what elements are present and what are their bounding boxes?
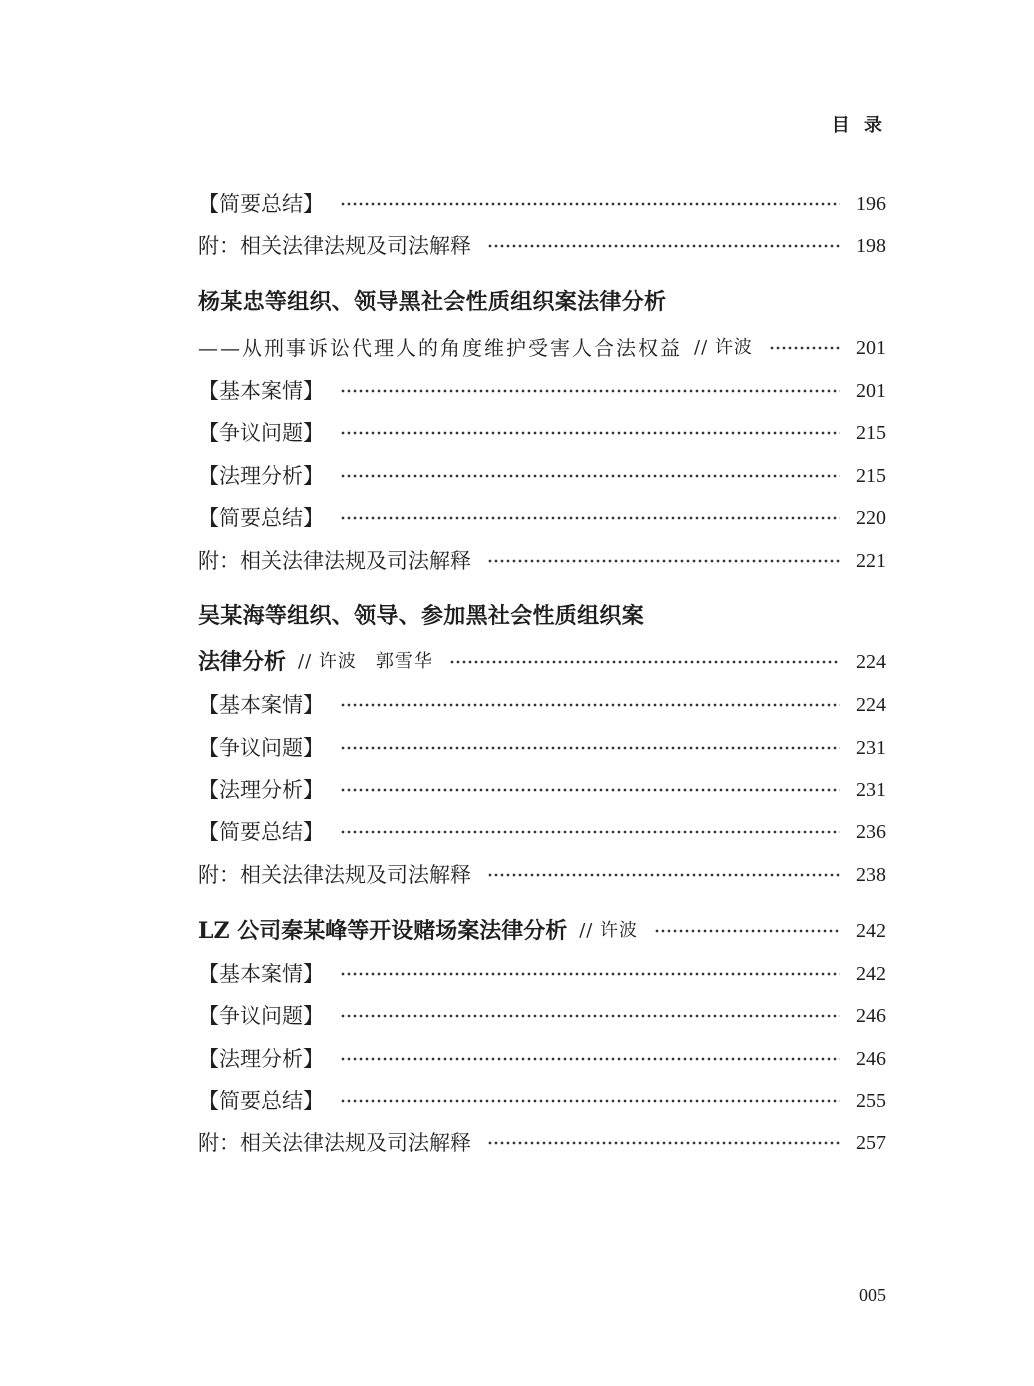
toc-section-label: 【法理分析】: [198, 464, 324, 488]
toc-page-number: 220: [856, 506, 886, 529]
dot-leader: [654, 928, 840, 934]
dot-leader: [340, 515, 840, 521]
chapter-heading: [198, 286, 886, 318]
dot-leader: [769, 345, 840, 351]
dot-leader: [449, 659, 840, 665]
toc-entry: [198, 816, 886, 848]
toc-page-number: 224: [856, 650, 886, 673]
toc-section-label: 【争议问题】: [198, 421, 324, 445]
dot-leader: [487, 872, 840, 878]
toc-entry: [198, 417, 886, 449]
toc-section-label: 【法理分析】: [198, 1047, 324, 1071]
toc-author: // 许波: [579, 920, 639, 941]
toc-appendix-label: 附：相关法律法规及司法解释: [198, 863, 471, 887]
toc-entry: [198, 1000, 886, 1032]
dot-leader: [340, 787, 840, 793]
toc-page-number: 231: [856, 778, 886, 801]
chapter-heading-text: LZ 公司秦某峰等开设赌场案法律分析: [198, 918, 568, 944]
dot-leader: [340, 430, 840, 436]
toc-page-number: 257: [856, 1131, 886, 1154]
toc-entry: [198, 375, 886, 407]
toc-entry: [198, 502, 886, 534]
toc-section-label: 【法理分析】: [198, 778, 324, 802]
chapter-heading: [198, 600, 886, 632]
toc-section-label: 【简要总结】: [198, 192, 324, 216]
dot-leader: [340, 388, 840, 394]
toc-entry: [198, 646, 886, 678]
toc-entry: [198, 1043, 886, 1075]
toc-entry: [198, 332, 886, 364]
dot-leader: [487, 243, 840, 249]
dot-leader: [340, 971, 840, 977]
toc-section-label: 【简要总结】: [198, 820, 324, 844]
toc-page-number: 221: [856, 549, 886, 572]
toc-page-number: 215: [856, 421, 886, 444]
toc-entry: [198, 958, 886, 990]
toc-entry: [198, 545, 886, 577]
dot-leader: [487, 1140, 840, 1146]
toc-author: // 许波: [694, 337, 753, 358]
dot-leader: [340, 1056, 840, 1062]
toc-section-label: 【基本案情】: [198, 962, 324, 986]
toc-page-number: 246: [856, 1004, 886, 1027]
chapter-subtitle: ——从刑事诉讼代理人的角度维护受害人合法权益: [198, 336, 682, 360]
toc-page-number: 255: [856, 1089, 886, 1112]
running-header-title: 目 录: [831, 115, 886, 136]
chapter-heading-text: 吴某海等组织、领导、参加黑社会性质组织案: [198, 603, 645, 629]
toc-page-number: 236: [856, 820, 886, 843]
toc-entry: [198, 230, 886, 262]
dot-leader: [340, 829, 840, 835]
dot-leader: [340, 201, 840, 207]
toc-page-number: 224: [856, 693, 886, 716]
toc-page-number: 231: [856, 736, 886, 759]
page-number: 005: [859, 1285, 886, 1305]
toc-section-label: 【基本案情】: [198, 693, 324, 717]
toc-author: // 许波 郭雪华: [298, 651, 433, 672]
toc-section-label: 【简要总结】: [198, 506, 324, 530]
toc-page-number: 215: [856, 464, 886, 487]
toc-page-number: 246: [856, 1047, 886, 1070]
toc-entry: [198, 1085, 886, 1117]
toc-entry: [198, 915, 886, 947]
toc-entry: [198, 774, 886, 806]
dot-leader: [340, 1098, 840, 1104]
dot-leader: [340, 473, 840, 479]
toc-entry: [198, 188, 886, 220]
toc-entry: [198, 859, 886, 891]
dot-leader: [340, 1013, 840, 1019]
toc-section-label: 【基本案情】: [198, 379, 324, 403]
toc-entry: [198, 689, 886, 721]
toc-entry: [198, 1127, 886, 1159]
toc-entry: [198, 460, 886, 492]
toc-page-number: 198: [856, 234, 886, 257]
toc-page-number: 201: [856, 336, 886, 359]
dot-leader: [340, 702, 840, 708]
toc-appendix-label: 附：相关法律法规及司法解释: [198, 1131, 471, 1155]
dot-leader: [487, 558, 840, 564]
toc-section-label: 【争议问题】: [198, 1004, 324, 1028]
toc-page-number: 201: [856, 379, 886, 402]
toc-page-number: 238: [856, 863, 886, 886]
toc-page-number: 196: [856, 192, 886, 215]
toc-entry: [198, 732, 886, 764]
toc-appendix-label: 附：相关法律法规及司法解释: [198, 234, 471, 258]
toc-section-label: 【争议问题】: [198, 736, 324, 760]
toc-appendix-label: 附：相关法律法规及司法解释: [198, 549, 471, 573]
dot-leader: [340, 745, 840, 751]
toc-section-label: 【简要总结】: [198, 1089, 324, 1113]
chapter-heading-text: 杨某忠等组织、领导黑社会性质组织案法律分析: [198, 289, 667, 315]
chapter-heading-text: 法律分析: [198, 649, 287, 675]
toc-page-number: 242: [856, 919, 886, 942]
toc-page-number: 242: [856, 962, 886, 985]
